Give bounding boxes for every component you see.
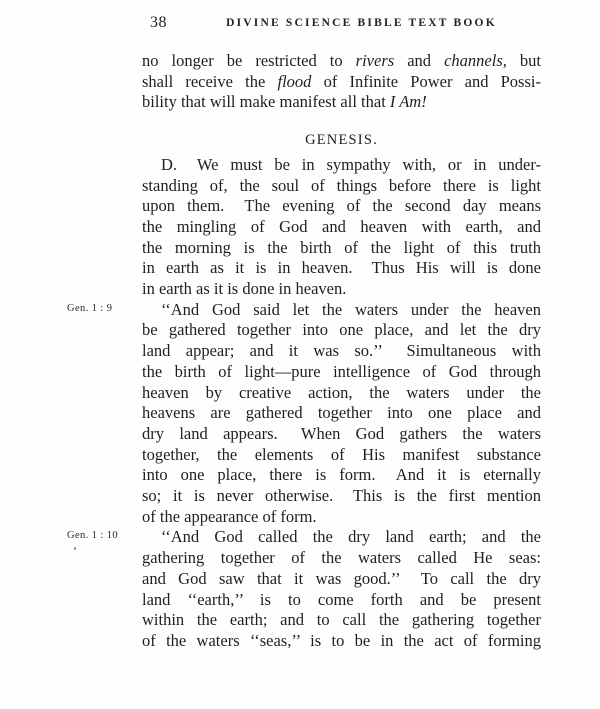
print-speck [74, 547, 76, 550]
section-heading: GENESIS. [305, 132, 378, 149]
text-line [142, 465, 541, 486]
text-line [142, 258, 541, 279]
text-segment: in earth as it is in heaven. Thus His will is done [142, 258, 541, 278]
text-line [142, 72, 541, 93]
text-segment: shall receive the [142, 71, 278, 91]
text-line [142, 631, 541, 652]
text-segment: into one place, there is form. And it is eternally [142, 465, 541, 485]
text-line [142, 362, 541, 383]
text-line [142, 590, 541, 611]
text-line [142, 92, 541, 113]
text-line [142, 507, 541, 528]
text-segment: land ‘‘earth,’’ is to come forth and be present [142, 589, 541, 609]
paragraph [142, 51, 541, 113]
text-segment: ‘‘And God said let the waters under the heaven [161, 299, 541, 319]
text-segment: be gathered together into one place, and let the dry [142, 320, 541, 340]
text-segment: no longer be restricted to [142, 51, 356, 70]
text-line [142, 155, 541, 176]
text-segment: together, the elements of His manifest substance [142, 444, 541, 464]
text-segment: heaven by creative action, the waters under the [142, 382, 541, 402]
text-segment: the morning is the birth of the light of this truth [142, 237, 541, 257]
text-segment: standing of, the soul of things before there is light [142, 175, 541, 195]
text-segment: land appear; and it was so.’’ Simultaneous with [142, 341, 541, 361]
text-line [142, 383, 541, 404]
text-segment: bility that will make manifest all that [142, 92, 390, 112]
text-line [142, 279, 541, 300]
margin-note: Gen. 1 : 10 [67, 530, 119, 542]
text-line [142, 527, 541, 548]
text-line [142, 217, 541, 238]
text-segment: within the earth; and to call the gathering together [142, 610, 541, 630]
text-segment: of Infinite Power and Possi- [311, 71, 541, 91]
text-line [142, 341, 541, 362]
italic-text: flood [277, 71, 312, 91]
text-segment: the birth of light—pure intelligence of God through [142, 361, 541, 381]
text-segment: the mingling of God and heaven with earth, and [142, 216, 541, 236]
paragraph [67, 527, 541, 651]
paragraph [67, 299, 541, 528]
text-column [67, 51, 542, 652]
running-header [142, 14, 541, 36]
text-segment: ‘‘And God called the dry land earth; and the [161, 527, 541, 547]
text-line [142, 548, 541, 569]
text-segment: of the appearance of form. [142, 506, 317, 526]
text-segment: heavens are gathered together into one place and [142, 403, 541, 423]
text-segment: in earth as it is done in heaven. [142, 279, 347, 299]
text-line [142, 51, 541, 72]
text-line [142, 176, 541, 197]
text-segment: gathering together of the waters called He seas: [142, 548, 541, 568]
text-segment: dry land appears. When God gathers the waters [142, 423, 541, 443]
text-line [142, 403, 541, 424]
text-line [142, 569, 541, 590]
running-title: DIVINE SCIENCE BIBLE TEXT BOOK [226, 17, 497, 29]
italic-text: I Am! [389, 92, 427, 112]
italic-text: channels, [444, 51, 507, 70]
text-segment: of the waters ‘‘seas,’’ is to be in the act of forming [142, 630, 541, 650]
page-number: 38 [150, 14, 167, 31]
text-segment: and [394, 51, 445, 70]
text-line [142, 445, 541, 466]
text-line [142, 610, 541, 631]
text-line [142, 320, 541, 341]
text-line [142, 300, 541, 321]
text-segment: so; it is never otherwise. This is the first mention [142, 486, 541, 506]
text-line [142, 424, 541, 445]
italic-text: rivers [355, 51, 395, 70]
paragraph [142, 155, 541, 300]
text-segment: and God saw that it was good.’’ To call the dry [142, 568, 541, 588]
text-segment: D. We must be in sympathy with, or in under- [161, 154, 541, 174]
text-segment: but [506, 51, 542, 70]
text-line [142, 238, 541, 259]
text-line [142, 196, 541, 217]
text-segment: upon them. The evening of the second day means [142, 196, 541, 216]
text-line [142, 486, 541, 507]
margin-note: Gen. 1 : 9 [67, 302, 113, 314]
